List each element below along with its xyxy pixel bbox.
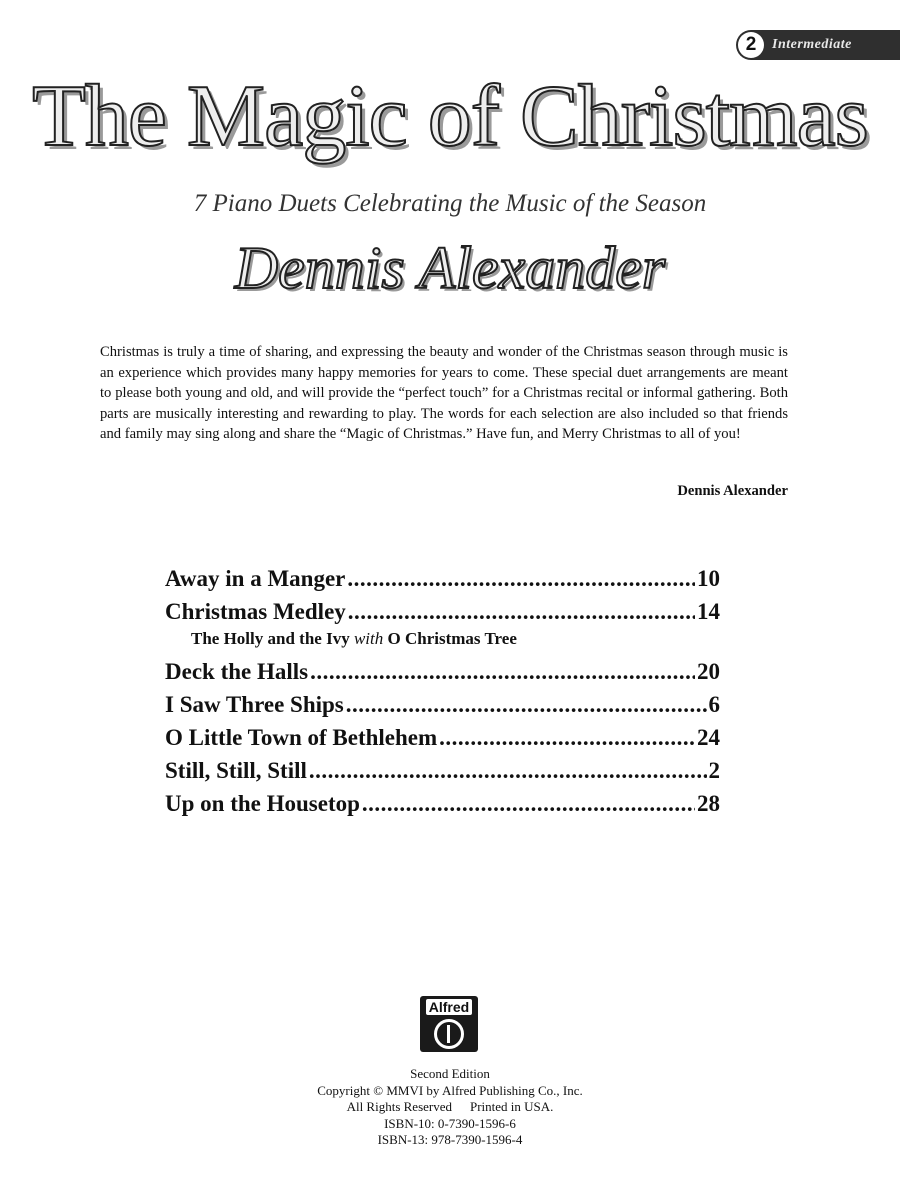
toc-leader-dots <box>309 758 707 784</box>
isbn13-line: ISBN-13: 978-7390-1596-4 <box>377 1132 523 1147</box>
toc-leader-dots <box>362 791 695 817</box>
toc-entry-title: Still, Still, Still <box>165 758 307 783</box>
toc-entry-page: 10 <box>697 566 720 591</box>
intro-signature: Dennis Alexander <box>677 483 788 499</box>
author-name: Dennis Alexander <box>234 235 666 301</box>
toc-entry-title: Christmas Medley <box>165 599 346 624</box>
rights-line <box>250 1099 650 1116</box>
level-number: 2 <box>738 32 764 58</box>
level-label: Intermediate <box>772 37 852 52</box>
medley-song-1: The Holly and the Ivy <box>191 629 350 648</box>
toc-entry-page: 14 <box>697 599 720 624</box>
toc-entry-title: Up on the Housetop <box>165 791 360 816</box>
toc-entry <box>165 566 720 599</box>
book-title: The Magic of Christmas <box>32 68 868 165</box>
toc-entry-page: 24 <box>697 725 720 750</box>
rights-text: All Rights Reserved <box>346 1099 452 1114</box>
publisher-mark-icon <box>434 1019 464 1049</box>
toc-entry-title: O Little Town of Bethlehem <box>165 725 438 750</box>
toc-leader-dots <box>346 692 707 718</box>
toc-entry-page: 20 <box>697 659 720 684</box>
toc-leader-dots <box>348 599 695 625</box>
table-of-contents <box>165 566 720 824</box>
toc-entry-page: 28 <box>697 791 720 816</box>
copyright-line: Copyright © MMVI by Alfred Publishing Co., Inc. <box>317 1082 583 1098</box>
toc-leader-dots <box>347 566 695 592</box>
publisher-logo-text: Alfred <box>426 999 472 1015</box>
toc-entry-title: Away in a Manger <box>165 566 346 591</box>
edition-line: Second Edition <box>410 1066 490 1081</box>
intro-paragraph: Christmas is truly a time of sharing, and expressing the beauty and wonder of the Christmas season through music is an experience which provides many happy memories for years to come. These special duet arrangements are meant to please both young and old, and will provide the “perfect touch” for a Christmas recital or informal gathering. Both parts are musically interesting and rewarding to play. The words for each selection are also included so that friends and family may sing along and share the “Magic of Christmas.” Have fun, and Merry Christmas to all of you! <box>100 344 788 442</box>
medley-with: with <box>353 629 384 648</box>
toc-medley-note <box>191 629 720 653</box>
toc-entry <box>165 659 720 692</box>
level-badge <box>736 30 900 60</box>
toc-entry <box>165 725 720 758</box>
toc-entry-page: 6 <box>708 692 720 717</box>
medley-song-2: O Christmas Tree <box>387 629 517 648</box>
printed-text: Printed in USA. <box>470 1099 554 1114</box>
toc-entry <box>165 791 720 824</box>
toc-entry-page: 2 <box>708 758 720 783</box>
toc-leader-dots <box>310 659 695 685</box>
toc-leader-dots <box>439 725 695 751</box>
isbn10-line: ISBN-10: 0-7390-1596-6 <box>384 1115 516 1131</box>
imprint-block <box>250 1066 650 1149</box>
toc-entry <box>165 599 720 632</box>
toc-entry-title: Deck the Halls <box>165 659 309 684</box>
toc-entry <box>165 692 720 725</box>
toc-entry-title: I Saw Three Ships <box>165 692 344 717</box>
toc-entry <box>165 758 720 791</box>
book-subtitle: 7 Piano Duets Celebrating the Music of the Season <box>193 190 707 217</box>
publisher-logo <box>420 996 478 1052</box>
